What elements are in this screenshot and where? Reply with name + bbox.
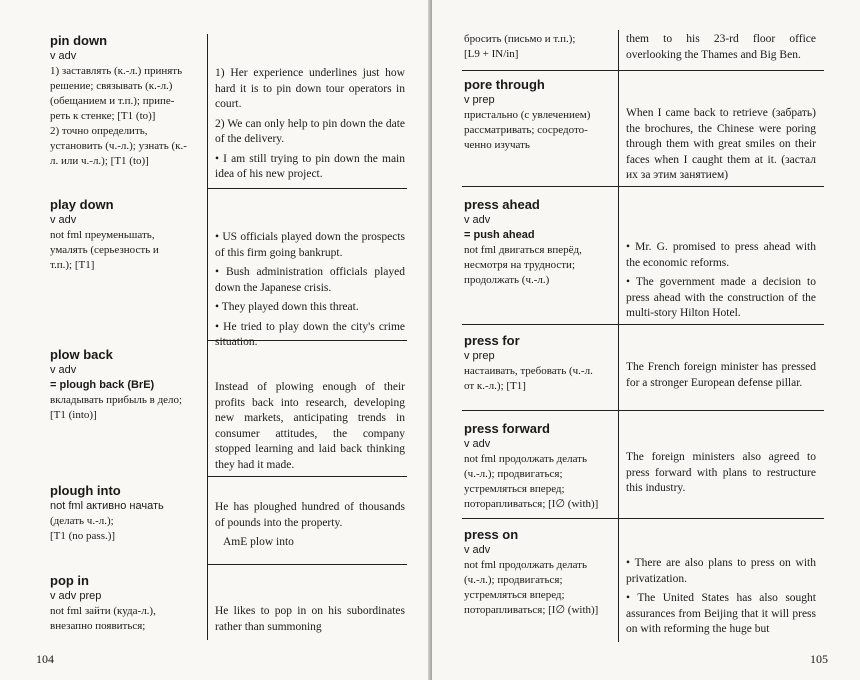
part-of-speech: not fml активно начать	[50, 500, 164, 512]
part-of-speech: v adv	[464, 214, 491, 226]
example-text: • I am still trying to pin down the main idea of his new project.	[215, 152, 405, 180]
part-of-speech: v prep	[464, 94, 495, 106]
examples-plough-into	[215, 500, 405, 555]
continuation-example	[626, 32, 816, 67]
gloss-line: рассматривать; сосредото-	[464, 124, 588, 136]
entry-pin-down	[50, 32, 210, 169]
headword: pop in	[50, 573, 89, 588]
example-text: He likes to pop in on his subordinates rather than summoning	[215, 605, 405, 633]
part-of-speech: v adv	[50, 364, 77, 376]
row-divider	[462, 70, 824, 71]
example-text: • The United States has also sought assurances from Beijing that it will press on with reforming the huge but	[626, 592, 816, 635]
examples-press-for	[626, 360, 816, 395]
gloss-line: (ч.-л.); продвигаться;	[464, 468, 563, 480]
examples-pop-in	[215, 604, 405, 639]
examples-press-ahead	[626, 240, 816, 326]
headword: press forward	[464, 421, 550, 436]
gloss-line: [T1 (no pass.)]	[50, 530, 116, 542]
entry-pore-through	[464, 76, 624, 153]
gloss-line: от к.-л.); [T1]	[464, 380, 526, 392]
gloss-line: [L9 + IN/in]	[464, 48, 519, 60]
example-text: 1) Her experience underlines just how hard it is to pin down tour operators in court.	[215, 67, 405, 110]
example-text: • He tried to play down the city's crime situation.	[215, 320, 405, 348]
headword: press for	[464, 333, 520, 348]
gloss-line: настаивать, требовать (ч.-л.	[464, 365, 593, 377]
gloss-line: ченно изучать	[464, 139, 530, 151]
example-text: The foreign ministers also agreed to press forward with plans to restructure this industry.	[626, 451, 816, 494]
gloss-line: установить (ч.-л.); узнать (к.-	[50, 140, 187, 152]
gloss-line: поторапливаться; [I∅ (with)]	[464, 498, 599, 510]
gloss-line: not fml продолжать делать	[464, 559, 588, 571]
example-text: When I came back to retrieve (забрать) the brochures, the Chinese were poring through them with great smiles on their faces when I caught them at it. (застал их за этим занятием)	[626, 107, 816, 181]
examples-plow-back	[215, 380, 405, 477]
example-text: • They played down this threat.	[215, 301, 359, 313]
page-number: 104	[36, 652, 54, 666]
gloss-line: умалять (серьезность и	[50, 244, 159, 256]
example-text: them to his 23-rd floor office overlooking the Thames and Big Ben.	[626, 33, 816, 61]
entry-press-for	[464, 332, 624, 394]
headword: pin down	[50, 33, 108, 48]
part-of-speech: v adv	[464, 438, 491, 450]
gloss-line: (обещанием и т.п.); припе-	[50, 95, 175, 107]
row-divider	[462, 410, 824, 411]
headword: plow back	[50, 347, 113, 362]
entry-plough-into	[50, 482, 210, 544]
example-text: 2) We can only help to pin down the date of the delivery.	[215, 117, 405, 145]
examples-press-on	[626, 556, 816, 642]
gloss-line: т.п.); [T1]	[50, 259, 95, 271]
gloss-line: устремляться вперед;	[464, 483, 565, 495]
gloss-line: not fml двигаться вперёд,	[464, 244, 582, 256]
gloss-line: бросить (письмо и т.п.);	[464, 33, 576, 45]
gloss-line: несмотря на трудности;	[464, 259, 576, 271]
headword: plough into	[50, 483, 121, 498]
headword: press on	[464, 527, 519, 542]
gloss-line: (делать ч.-л.);	[50, 515, 114, 527]
page-number: 105	[810, 652, 828, 666]
gloss-line: продолжать (ч.-л.)	[464, 274, 550, 286]
entry-press-forward	[464, 420, 624, 512]
examples-pin-down	[215, 66, 405, 187]
part-of-speech: v adv prep	[50, 590, 102, 602]
gloss-line: not fml преуменьшать,	[50, 229, 155, 241]
entry-plow-back	[50, 346, 210, 423]
entry-press-on	[464, 526, 624, 618]
entry-play-down	[50, 196, 210, 273]
row-divider	[207, 564, 407, 565]
variant: = plough back (BrE)	[50, 379, 155, 391]
example-text: • Mr. G. promised to press ahead with the economic reforms.	[626, 241, 816, 269]
headword: press ahead	[464, 197, 540, 212]
part-of-speech: v adv	[50, 50, 77, 62]
example-text: • The government made a decision to press ahead with the construction of the multi-story Hilton Hotel.	[626, 276, 816, 319]
gloss-line: л. или ч.-л.); [T1 (to)]	[50, 155, 149, 167]
variant: = push ahead	[464, 229, 535, 241]
examples-pore-through	[626, 106, 816, 188]
right-page	[432, 0, 860, 680]
continuation-gloss	[464, 32, 614, 62]
gloss-line: реть к стенке; [T1 (to)]	[50, 110, 156, 122]
example-text: • There are also plans to press on with privatization.	[626, 557, 816, 585]
example-text: The French foreign minister has pressed for a stronger European defense pillar.	[626, 361, 816, 389]
entry-press-ahead	[464, 196, 624, 288]
gloss-line: пристально (с увлечением)	[464, 109, 591, 121]
part-of-speech: v adv	[464, 544, 491, 556]
row-divider	[207, 188, 407, 189]
example-text: He has ploughed hundred of thousands of pounds into the property.	[215, 501, 405, 529]
left-page	[0, 0, 428, 680]
gloss-line: (ч.-л.); продвигаться;	[464, 574, 563, 586]
gloss-line: [T1 (into)]	[50, 409, 97, 421]
row-divider	[462, 518, 824, 519]
part-of-speech: v prep	[464, 350, 495, 362]
gloss-line: 2) точно определить,	[50, 125, 148, 137]
gloss-line: not fml зайти (куда-л.),	[50, 605, 156, 617]
headword: pore through	[464, 77, 545, 92]
entry-pop-in	[50, 572, 210, 634]
gloss-line: решение; связывать (к.-л.)	[50, 80, 173, 92]
gloss-line: 1) заставлять (к.-л.) принять	[50, 65, 183, 77]
example-text: • Bush administration officials played down the Japanese crisis.	[215, 266, 405, 294]
examples-play-down	[215, 230, 405, 355]
example-text: • US officials played down the prospects of this firm going bankrupt.	[215, 231, 405, 259]
part-of-speech: v adv	[50, 214, 77, 226]
example-text: AmE plow into	[223, 536, 294, 548]
examples-press-forward	[626, 450, 816, 501]
gloss-line: вкладывать прибыль в дело;	[50, 394, 183, 406]
example-text: Instead of plowing enough of their profits back into research, developing new markets, anticipating trends in consumer attitudes, the company stopped learning and laid back thinking they had it made.	[215, 381, 405, 471]
gloss-line: not fml продолжать делать	[464, 453, 588, 465]
gloss-line: устремляться вперед;	[464, 589, 565, 601]
gloss-line: поторапливаться; [I∅ (with)]	[464, 604, 599, 616]
gloss-line: внезапно появиться;	[50, 620, 146, 632]
headword: play down	[50, 197, 114, 212]
